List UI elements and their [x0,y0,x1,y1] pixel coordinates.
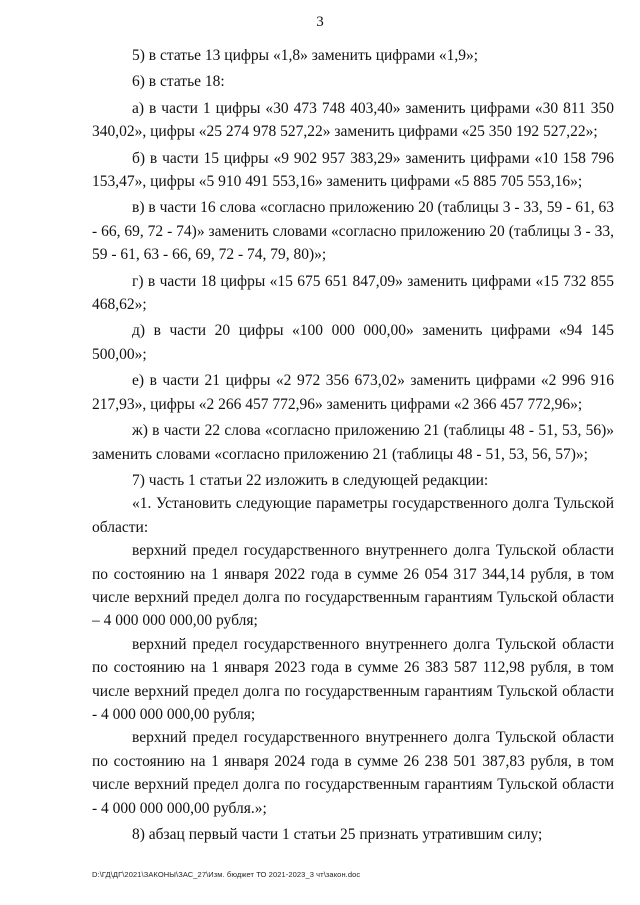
paragraph-item-8: 8) абзац первый части 1 статьи 25 признать утратившим силу; [132,826,543,843]
paragraph-subitem-g: г) в части 18 цифры «15 675 651 847,09» заменить цифрами «15 732 855 468,62»; [92,272,614,314]
paragraph-subitem-b: б) в части 15 цифры «9 902 957 383,29» заменить цифрами «10 158 796 153,47», цифры «5 910 491 553,16» заменить цифрами «5 885 705 553,16»; [92,149,614,191]
file-path-footer: D:\ГД\ДГ\2021\ЗАКОНЫ\ЗАС_27\Изм. бюджет ТО 2021-2023_3 чт\закон.doc [92,870,361,879]
paragraph-subitem-zh: ж) в части 22 слова «согласно приложению 21 (таблицы 48 - 51, 53, 56)» заменить словами «согласно приложению 21 (таблицы 48 - 51, 53, 56, 57)»; [92,422,614,463]
paragraph-subitem-d: д) в части 20 цифры «100 000 000,00» заменить цифрами «94 145 500,00»; [92,322,614,363]
paragraph-item-7: 7) часть 1 статьи 22 изложить в следующей редакции: [132,471,489,489]
paragraph-quote-start: «1. Установить следующие параметры государственного долга Тульской области: [92,495,614,536]
paragraph-subitem-v: в) в части 16 слова «согласно приложению 20 (таблицы 3 - 33, 59 - 61, 63 - 66, 69, 72 - 74)» заменить словами «согласно приложению 20 (таблицы 3 - 33, 59 - 61, 63 - 66, 69, 72 - 74, 79, 80)»; [92,199,614,264]
paragraph-subitem-a: а) в части 1 цифры «30 473 748 403,40» заменить цифрами «30 811 350 340,02», цифры «25 274 978 527,22» заменить цифрами «25 350 192 527,22»; [92,99,614,141]
paragraph-item-5: 5) в статье 13 цифры «1,8» заменить цифрами «1,9»; [132,47,479,64]
page-number: 3 [316,14,324,30]
paragraph-debt-2024: верхний предел государственного внутреннего долга Тульской области по состоянию на 1 января 2024 года в сумме 26 238 501 387,83 рубля, в том числе верхний предел долга по государственным гарантиям Тульской области - 4 000 000 000,00 рубля.»; [92,729,614,817]
paragraph-subitem-e: е) в части 21 цифры «2 972 356 673,02» заменить цифрами «2 996 916 217,93», цифры «2 266 457 772,96» заменить цифрами «2 366 457 772,96»; [92,372,614,413]
document-body [92,44,614,846]
paragraph-item-6: 6) в статье 18: [132,73,225,91]
paragraph-debt-2022: верхний предел государственного внутреннего долга Тульской области по состоянию на 1 января 2022 года в сумме 26 054 317 344,14 рубля, в том числе верхний предел долга по государственным гарантиям Тульской области – 4 000 000 000,00 рубля; [92,542,614,630]
paragraph-debt-2023: верхний предел государственного внутреннего долга Тульской области по состоянию на 1 января 2023 года в сумме 26 383 587 112,98 рубля, в том числе верхний предел долга по государственным гарантиям Тульской области - 4 000 000 000,00 рубля; [92,635,614,723]
